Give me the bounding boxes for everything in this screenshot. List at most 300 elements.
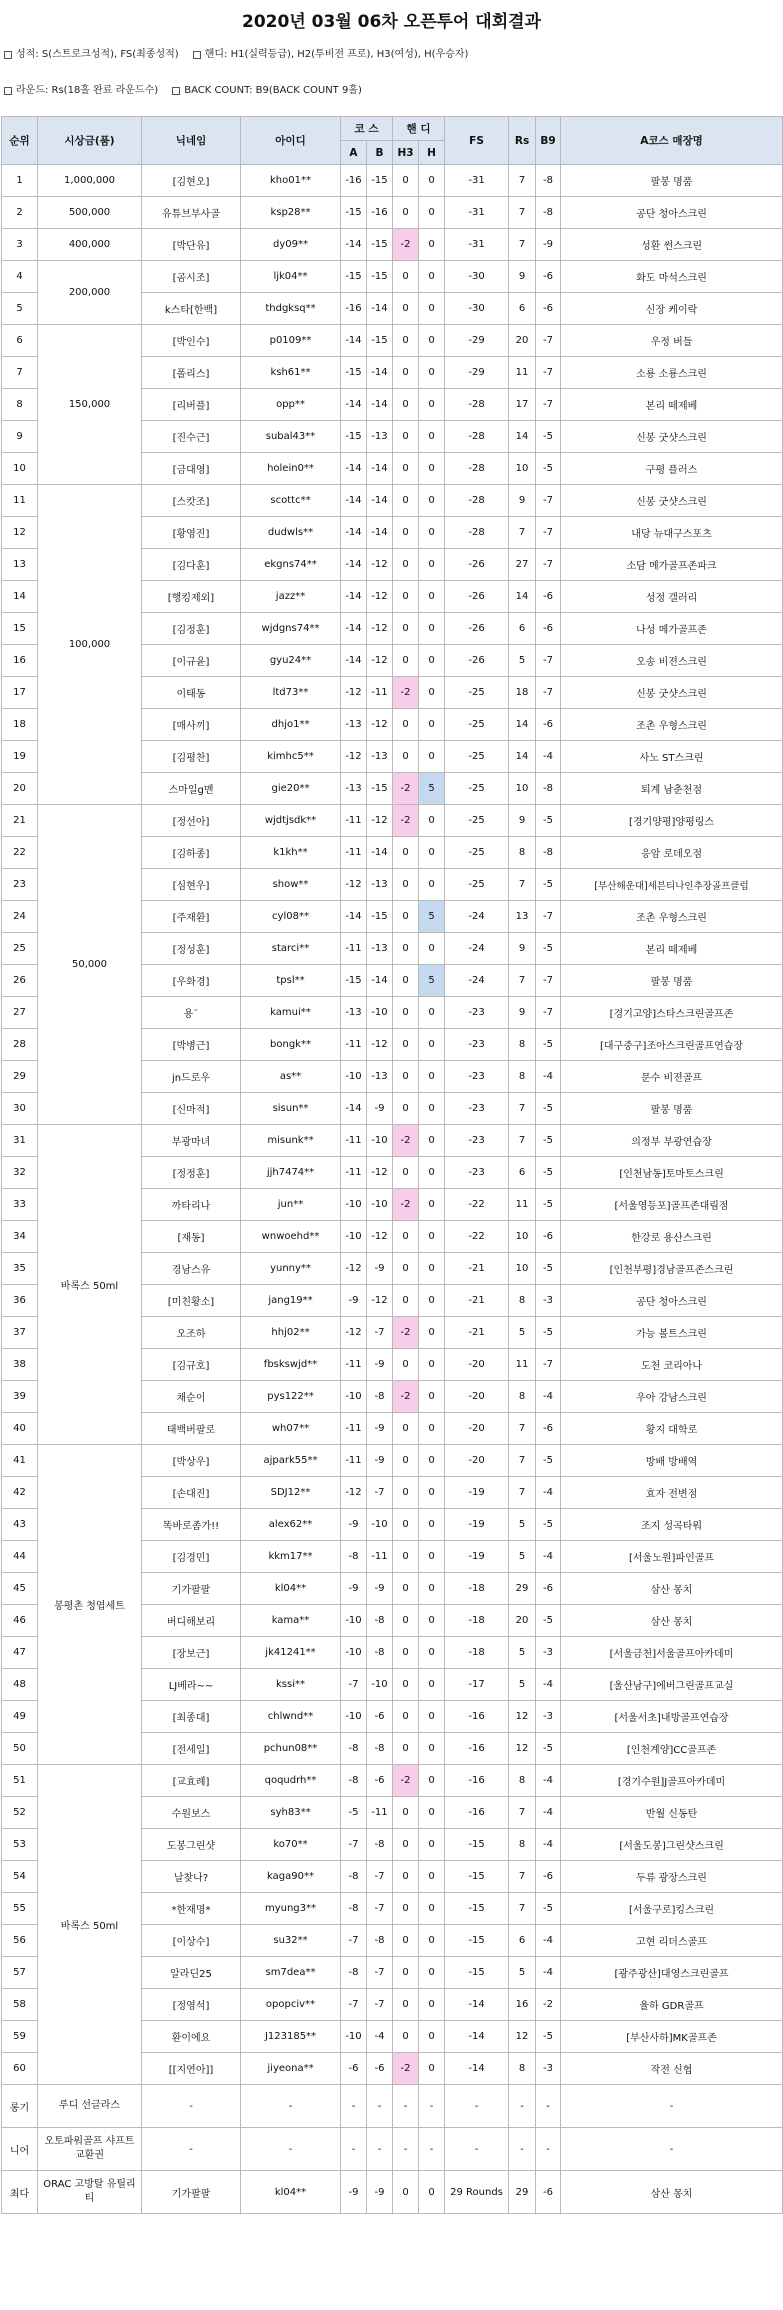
store-cell: [인천계양]CC골프존 [561, 1733, 783, 1765]
rs-cell: 9 [509, 933, 536, 965]
course-a-cell: -14 [341, 517, 367, 549]
fs-cell: -16 [445, 1797, 509, 1829]
store-cell: 삼산 몽치 [561, 2171, 783, 2214]
fs-cell: -23 [445, 997, 509, 1029]
header-prize: 시상금(품) [38, 117, 142, 165]
fs-cell: -18 [445, 1637, 509, 1669]
h3-cell: 0 [393, 1253, 419, 1285]
h-cell: 0 [419, 1253, 445, 1285]
id-cell: jjh7474** [241, 1157, 341, 1189]
course-a-cell: -15 [341, 261, 367, 293]
h-cell: 0 [419, 1189, 445, 1221]
store-cell: 신봉 굿샷스크린 [561, 485, 783, 517]
b9-cell: -7 [536, 549, 561, 581]
course-a-cell: -14 [341, 485, 367, 517]
rs-cell: 16 [509, 1989, 536, 2021]
course-a-cell: -6 [341, 2053, 367, 2085]
prize-cell: 400,000 [38, 229, 142, 261]
course-b-cell: -4 [367, 2021, 393, 2053]
course-b-cell: -9 [367, 1349, 393, 1381]
course-b-cell: -12 [367, 1157, 393, 1189]
b9-cell: -6 [536, 261, 561, 293]
h-cell: 0 [419, 165, 445, 197]
h-cell: 0 [419, 1349, 445, 1381]
rank-cell: 18 [2, 709, 38, 741]
id-cell: myung3** [241, 1893, 341, 1925]
course-b-cell: -10 [367, 997, 393, 1029]
nickname-cell: [장보근] [142, 1637, 241, 1669]
rank-cell: 5 [2, 293, 38, 325]
course-b-cell: -9 [367, 1445, 393, 1477]
nickname-cell: [김정훈] [142, 613, 241, 645]
h3-cell: 0 [393, 901, 419, 933]
id-cell: dy09** [241, 229, 341, 261]
h-cell: 0 [419, 613, 445, 645]
rank-cell: 48 [2, 1669, 38, 1701]
rs-cell: 14 [509, 741, 536, 773]
h3-cell: -2 [393, 2053, 419, 2085]
store-cell: 작전 신협 [561, 2053, 783, 2085]
h3-cell: 0 [393, 1157, 419, 1189]
fs-cell: -15 [445, 1893, 509, 1925]
legend-round: 라운드: Rs(18홀 완료 라운드수) [16, 85, 159, 96]
store-cell: 고현 리더스골프 [561, 1925, 783, 1957]
rank-cell: 40 [2, 1413, 38, 1445]
h-cell: 0 [419, 1061, 445, 1093]
nickname-cell: 도봉그린샷 [142, 1829, 241, 1861]
fs-cell: -20 [445, 1413, 509, 1445]
rs-cell: 11 [509, 357, 536, 389]
nickname-cell: [신마적] [142, 1093, 241, 1125]
h-cell: 0 [419, 1317, 445, 1349]
store-cell: 성환 썬스크린 [561, 229, 783, 261]
b9-cell: -5 [536, 1445, 561, 1477]
b9-cell: -5 [536, 869, 561, 901]
h-cell: 0 [419, 1285, 445, 1317]
id-cell: alex62** [241, 1509, 341, 1541]
rank-cell: 24 [2, 901, 38, 933]
course-a-cell: -12 [341, 741, 367, 773]
h3-cell: 0 [393, 645, 419, 677]
store-cell: 율하 GDR골프 [561, 1989, 783, 2021]
fs-cell: -16 [445, 1701, 509, 1733]
h-cell: 0 [419, 1893, 445, 1925]
nickname-cell: 기가팔팔 [142, 1573, 241, 1605]
fs-cell: -24 [445, 901, 509, 933]
table-row [2, 1445, 783, 1477]
store-cell: 조지 성곡타워 [561, 1509, 783, 1541]
course-b-cell: -12 [367, 1029, 393, 1061]
h-cell: 5 [419, 965, 445, 997]
b9-cell: - [536, 2128, 561, 2171]
rank-cell: 38 [2, 1349, 38, 1381]
h-cell: 0 [419, 1829, 445, 1861]
fs-cell: -23 [445, 1061, 509, 1093]
store-cell: 문수 비젼골프 [561, 1061, 783, 1093]
b9-cell: -5 [536, 1029, 561, 1061]
id-cell: sisun** [241, 1093, 341, 1125]
course-b-cell: -14 [367, 293, 393, 325]
rs-cell: 13 [509, 901, 536, 933]
h3-cell: 0 [393, 933, 419, 965]
store-cell: 신장 케이락 [561, 293, 783, 325]
nickname-cell: [김다훈] [142, 549, 241, 581]
store-cell: 팔봉 명품 [561, 1093, 783, 1125]
store-cell: [서울영등포]골프존대림점 [561, 1189, 783, 1221]
fs-cell: -19 [445, 1509, 509, 1541]
fs-cell: -15 [445, 1861, 509, 1893]
nickname-cell: [매사끼] [142, 709, 241, 741]
b9-cell: -6 [536, 2171, 561, 2214]
b9-cell: -3 [536, 1701, 561, 1733]
header-rank: 순위 [2, 117, 38, 165]
rs-cell: 12 [509, 1701, 536, 1733]
course-b-cell: -6 [367, 2053, 393, 2085]
h3-cell: 0 [393, 709, 419, 741]
course-b-cell: -6 [367, 1765, 393, 1797]
id-cell: kimhc5** [241, 741, 341, 773]
table-row [2, 805, 783, 837]
store-cell: - [561, 2085, 783, 2128]
course-a-cell: -13 [341, 997, 367, 1029]
course-b-cell: -14 [367, 965, 393, 997]
rs-cell: 7 [509, 1445, 536, 1477]
legend-handicap: 핸디: H1(실력등급), H2(투비전 프로), H3(여성), H(우승자) [204, 49, 469, 60]
rank-cell: 41 [2, 1445, 38, 1477]
id-cell: holein0** [241, 453, 341, 485]
rank-cell: 60 [2, 2053, 38, 2085]
course-b-cell: -12 [367, 613, 393, 645]
store-cell: 우아 강남스크린 [561, 1381, 783, 1413]
b9-cell: -6 [536, 581, 561, 613]
fs-cell: -28 [445, 453, 509, 485]
store-cell: [부산해운대]세븐티나인추장골프클럽 [561, 869, 783, 901]
nickname-cell: 까타리나 [142, 1189, 241, 1221]
b9-cell: -7 [536, 517, 561, 549]
h3-cell: -2 [393, 1189, 419, 1221]
header-b9: B9 [536, 117, 561, 165]
h3-cell: 0 [393, 1701, 419, 1733]
rank-cell: 21 [2, 805, 38, 837]
id-cell: gie20** [241, 773, 341, 805]
course-a-cell: -11 [341, 933, 367, 965]
rank-cell: 57 [2, 1957, 38, 1989]
id-cell: p0109** [241, 325, 341, 357]
b9-cell: -6 [536, 1573, 561, 1605]
course-a-cell: -12 [341, 677, 367, 709]
rank-cell: 32 [2, 1157, 38, 1189]
store-cell: 공단 청아스크린 [561, 1285, 783, 1317]
rank-cell: 25 [2, 933, 38, 965]
id-cell: wjdgns74** [241, 613, 341, 645]
store-cell: 황지 대학로 [561, 1413, 783, 1445]
b9-cell: - [536, 2085, 561, 2128]
rs-cell: 7 [509, 1797, 536, 1829]
course-b-cell: -9 [367, 1253, 393, 1285]
award-label-cell: 니어 [2, 2128, 38, 2171]
rs-cell: 11 [509, 1189, 536, 1221]
store-cell: [울산남구]에버그린골프교실 [561, 1669, 783, 1701]
nickname-cell: [스캇조] [142, 485, 241, 517]
rs-cell: 5 [509, 1317, 536, 1349]
rs-cell: 5 [509, 1541, 536, 1573]
store-cell: [경기양평]양평링스 [561, 805, 783, 837]
rs-cell: 7 [509, 1861, 536, 1893]
id-cell: ko70** [241, 1829, 341, 1861]
course-a-cell: -10 [341, 2021, 367, 2053]
id-cell: su32** [241, 1925, 341, 1957]
fs-cell: -30 [445, 293, 509, 325]
h-cell: 0 [419, 1221, 445, 1253]
fs-cell: -14 [445, 1989, 509, 2021]
fs-cell: -24 [445, 933, 509, 965]
rank-cell: 2 [2, 197, 38, 229]
fs-cell: -26 [445, 581, 509, 613]
h3-cell: 0 [393, 389, 419, 421]
nickname-cell: k스타[한백] [142, 293, 241, 325]
rs-cell: 10 [509, 1221, 536, 1253]
prize-cell: 150,000 [38, 325, 142, 485]
course-a-cell: -12 [341, 1253, 367, 1285]
rs-cell: 11 [509, 1349, 536, 1381]
course-a-cell: -12 [341, 1317, 367, 1349]
nickname-cell: 이태동 [142, 677, 241, 709]
course-b-cell: -13 [367, 933, 393, 965]
store-cell: 내당 뉴대구스포츠 [561, 517, 783, 549]
h-cell: 0 [419, 837, 445, 869]
rank-cell: 14 [2, 581, 38, 613]
b9-cell: -5 [536, 1157, 561, 1189]
prize-cell: 100,000 [38, 485, 142, 805]
nickname-cell: [정선아] [142, 805, 241, 837]
id-cell: as** [241, 1061, 341, 1093]
rank-cell: 17 [2, 677, 38, 709]
h3-cell: -2 [393, 1125, 419, 1157]
store-cell: [인천부평]경남골프존스크린 [561, 1253, 783, 1285]
course-a-cell: -11 [341, 837, 367, 869]
store-cell: 방배 방배역 [561, 1445, 783, 1477]
rs-cell: 27 [509, 549, 536, 581]
b9-cell: -7 [536, 1349, 561, 1381]
h3-cell: 0 [393, 1413, 419, 1445]
fs-cell: -20 [445, 1445, 509, 1477]
fs-cell: -29 [445, 325, 509, 357]
h-cell: 0 [419, 1669, 445, 1701]
course-b-cell: -9 [367, 2171, 393, 2214]
h-cell: 5 [419, 901, 445, 933]
fs-cell: -22 [445, 1221, 509, 1253]
h-cell: 0 [419, 1733, 445, 1765]
h3-cell: 0 [393, 2021, 419, 2053]
h3-cell: 0 [393, 1285, 419, 1317]
h3-cell: - [393, 2128, 419, 2171]
h3-cell: 0 [393, 1989, 419, 2021]
b9-cell: -4 [536, 1925, 561, 1957]
header-rs: Rs [509, 117, 536, 165]
course-b-cell: -8 [367, 1637, 393, 1669]
h-cell: 0 [419, 1413, 445, 1445]
h3-cell: 0 [393, 453, 419, 485]
b9-cell: -9 [536, 229, 561, 261]
course-b-cell: -14 [367, 837, 393, 869]
fs-cell: -28 [445, 485, 509, 517]
fs-cell: -23 [445, 1125, 509, 1157]
h-cell: 0 [419, 1029, 445, 1061]
id-cell: wh07** [241, 1413, 341, 1445]
h-cell: 0 [419, 325, 445, 357]
h-cell: 0 [419, 1925, 445, 1957]
fs-cell: -22 [445, 1189, 509, 1221]
nickname-cell: [정영석] [142, 1989, 241, 2021]
store-cell: [서울구로]킹스크린 [561, 1893, 783, 1925]
checkbox-icon [193, 51, 201, 59]
h-cell: 0 [419, 2053, 445, 2085]
store-cell: 도천 코리아나 [561, 1349, 783, 1381]
fs-cell: -18 [445, 1573, 509, 1605]
fs-cell: -14 [445, 2021, 509, 2053]
prize-cell: 50,000 [38, 805, 142, 1125]
id-cell: jang19** [241, 1285, 341, 1317]
b9-cell: -6 [536, 293, 561, 325]
rank-cell: 19 [2, 741, 38, 773]
nickname-cell: [미친황소] [142, 1285, 241, 1317]
rank-cell: 1 [2, 165, 38, 197]
course-a-cell: -8 [341, 1765, 367, 1797]
prize-cell: 바록스 50ml [38, 1765, 142, 2085]
nickname-cell: [리버플] [142, 389, 241, 421]
id-cell: dudwls** [241, 517, 341, 549]
b9-cell: -8 [536, 197, 561, 229]
rs-cell: 8 [509, 1029, 536, 1061]
legend-line-1 [4, 44, 783, 66]
nickname-cell: 용¨ [142, 997, 241, 1029]
rs-cell: 9 [509, 485, 536, 517]
course-b-cell: -7 [367, 1477, 393, 1509]
h-cell: 0 [419, 549, 445, 581]
store-cell: [경기고양]스타스크린골프존 [561, 997, 783, 1029]
rank-cell: 8 [2, 389, 38, 421]
store-cell: 삼산 몽치 [561, 1573, 783, 1605]
rank-cell: 10 [2, 453, 38, 485]
results-table [1, 116, 783, 2214]
h-cell: 0 [419, 1957, 445, 1989]
nickname-cell: 버디해보리 [142, 1605, 241, 1637]
table-row [2, 197, 783, 229]
nickname-cell: [김현오] [142, 165, 241, 197]
course-a-cell: -11 [341, 1349, 367, 1381]
rank-cell: 43 [2, 1509, 38, 1541]
store-cell: [광주광산]대영스크린골프 [561, 1957, 783, 1989]
fs-cell: -28 [445, 517, 509, 549]
h-cell: - [419, 2085, 445, 2128]
rs-cell: 29 [509, 2171, 536, 2214]
store-cell: [대구중구]조아스크린골프연습장 [561, 1029, 783, 1061]
table-row [2, 261, 783, 293]
course-a-cell: -14 [341, 1093, 367, 1125]
b9-cell: -4 [536, 1797, 561, 1829]
id-cell: pys122** [241, 1381, 341, 1413]
b9-cell: -4 [536, 1541, 561, 1573]
fs-cell: -23 [445, 1157, 509, 1189]
b9-cell: -7 [536, 325, 561, 357]
store-cell: [인천남동]토마토스크린 [561, 1157, 783, 1189]
b9-cell: -5 [536, 1317, 561, 1349]
store-cell: 소룡 소룡스크린 [561, 357, 783, 389]
prize-cell: 200,000 [38, 261, 142, 325]
h-cell: 0 [419, 741, 445, 773]
rs-cell: - [509, 2128, 536, 2171]
rs-cell: 17 [509, 389, 536, 421]
course-b-cell: -10 [367, 1189, 393, 1221]
course-a-cell: -16 [341, 293, 367, 325]
special-row [2, 2085, 783, 2128]
b9-cell: -5 [536, 1253, 561, 1285]
b9-cell: -7 [536, 389, 561, 421]
nickname-cell: [우화경] [142, 965, 241, 997]
rank-cell: 6 [2, 325, 38, 357]
fs-cell: - [445, 2085, 509, 2128]
h-cell: 0 [419, 1765, 445, 1797]
rs-cell: 6 [509, 1157, 536, 1189]
id-cell: show** [241, 869, 341, 901]
h3-cell: 0 [393, 1957, 419, 1989]
rank-cell: 34 [2, 1221, 38, 1253]
store-cell: 본리 떼제베 [561, 389, 783, 421]
legend-score: 성적: S(스트로크성적), FS(최종성적) [16, 49, 179, 60]
id-cell: kaga90** [241, 1861, 341, 1893]
nickname-cell: 환이에요 [142, 2021, 241, 2053]
rank-cell: 11 [2, 485, 38, 517]
course-b-cell: -13 [367, 1061, 393, 1093]
course-b-cell: -10 [367, 1669, 393, 1701]
b9-cell: -6 [536, 1413, 561, 1445]
fs-cell: -15 [445, 1957, 509, 1989]
id-cell: fbskswjd** [241, 1349, 341, 1381]
id-cell: ltd73** [241, 677, 341, 709]
store-cell: - [561, 2128, 783, 2171]
id-cell: SDJ12** [241, 1477, 341, 1509]
store-cell: 신봉 굿샷스크린 [561, 677, 783, 709]
table-row [2, 325, 783, 357]
course-b-cell: -7 [367, 1861, 393, 1893]
rank-cell: 36 [2, 1285, 38, 1317]
legend-line-2 [4, 80, 783, 102]
h3-cell: 0 [393, 517, 419, 549]
store-cell: [서울서초]내방골프연습장 [561, 1701, 783, 1733]
nickname-cell: [김규호] [142, 1349, 241, 1381]
h3-cell: 0 [393, 1605, 419, 1637]
rs-cell: 5 [509, 1509, 536, 1541]
course-b-cell: -8 [367, 1381, 393, 1413]
course-b-cell: -7 [367, 1957, 393, 1989]
b9-cell: -4 [536, 1061, 561, 1093]
rank-cell: 29 [2, 1061, 38, 1093]
course-b-cell: -8 [367, 1829, 393, 1861]
h-cell: 0 [419, 805, 445, 837]
rs-cell: 8 [509, 1765, 536, 1797]
course-b-cell: -14 [367, 389, 393, 421]
id-cell: dhjo1** [241, 709, 341, 741]
b9-cell: -5 [536, 1093, 561, 1125]
rank-cell: 22 [2, 837, 38, 869]
fs-cell: -23 [445, 1093, 509, 1125]
course-b-cell: -12 [367, 1221, 393, 1253]
nickname-cell: [박인수] [142, 325, 241, 357]
b9-cell: -4 [536, 1957, 561, 1989]
rank-cell: 52 [2, 1797, 38, 1829]
nickname-cell: [박병근] [142, 1029, 241, 1061]
h3-cell: 0 [393, 1893, 419, 1925]
